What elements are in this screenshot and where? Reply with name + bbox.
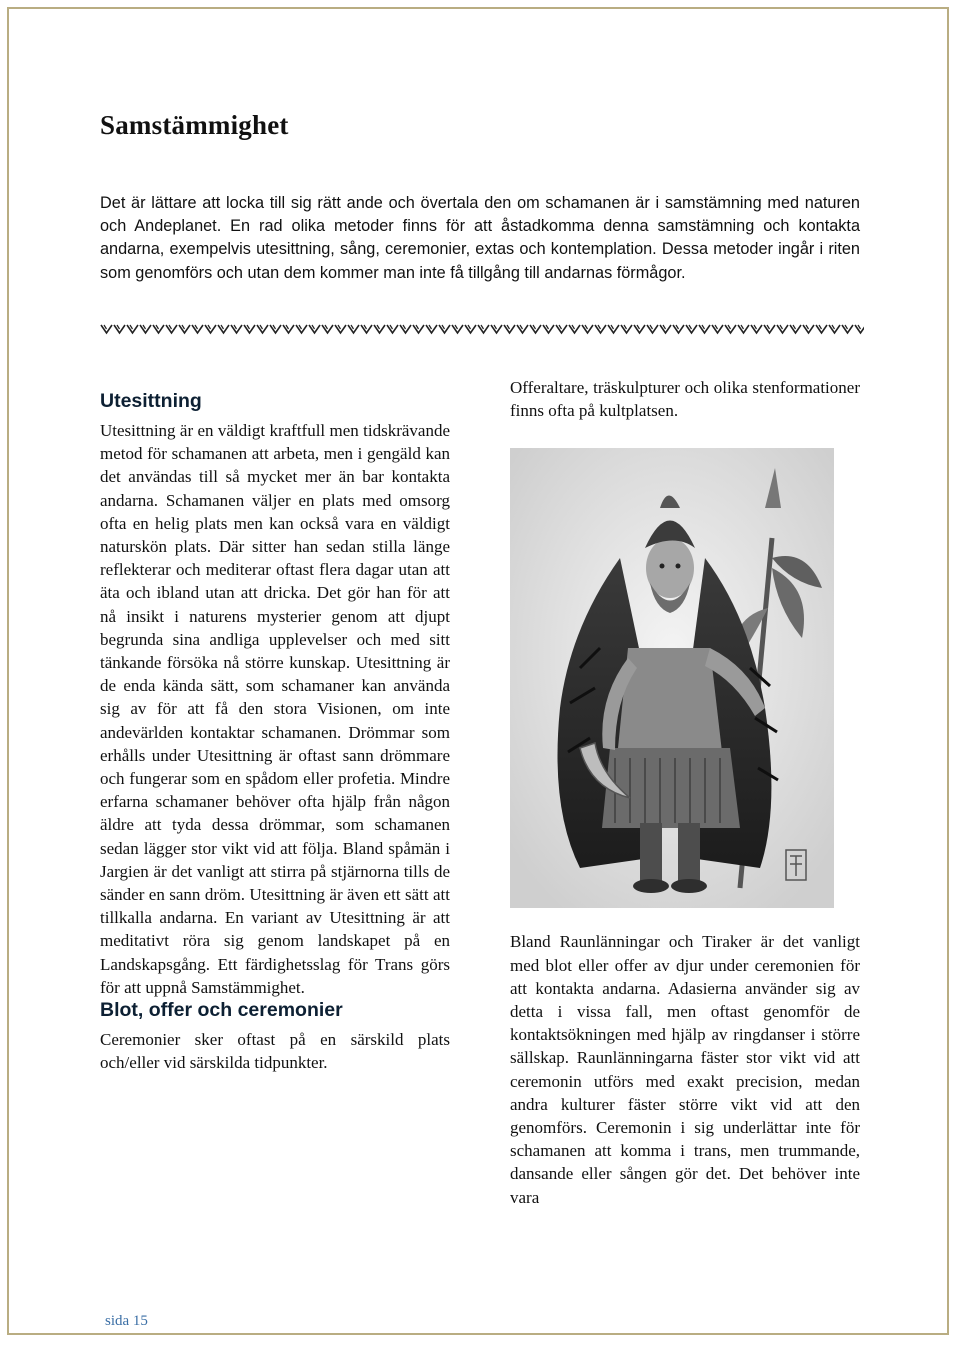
shaman-illustration <box>510 448 834 908</box>
blot-paragraph: Ceremonier sker oftast på en särskild plats och/eller vid särskilda tidpunkter. <box>100 1030 450 1073</box>
ornamental-divider <box>100 322 864 338</box>
page-number: sida 15 <box>105 1313 148 1329</box>
right-column <box>510 376 860 1209</box>
page-title: Samstämmighet <box>100 110 289 140</box>
intro-paragraph: Det är lättare att locka till sig rätt ande och övertala den om schamanen är i samstämning med naturen och Andeplanet. En rad olika metoder finns för att åstadkomma denna samstämning och kontakta andarna, exempelvis utesittning, sång, ceremonier, extas och kontemplation. Dessa metoder ingår i riten som genomförs och utan dem kommer man inte få tillgång till andarnas förmågor. <box>100 194 860 282</box>
utesittning-paragraph: Utesittning är en väldigt kraftfull men tidskrävande metod för schamanen att arbeta, men i gengäld kan det användas till så mycket mer än bar kontakta andarna. Schamanen väljer en plats med omsorg ofta en helig plats men kan också vara en väldigt naturskön plats. Där sitter han sedan stilla länge reflekterar och mediterar oftast flera dagar utan att äta och ibland utan att dricka. Det gör han för att nå insikt i naturens mysterier genom att djupt begrunda sina andliga upplevelser och med sitt tänkande försöka nå större kunskap. Utesittning är de enda kända sätt, som schamaner kan använda sig av för att få den stora Visionen, om inte andevärlden kontaktar schamanen. Drömmar som erhålls under Utesittning är oftast sann drömmare och fungerar som en spådom eller profetia. Mindre erfarna schamaner behöver ofta hjälp från någon äldre att tyda dessa drömmar, som schamanen sedan lägger stor vikt vid att följa. Bland spåmän i Jargien är det vanligt att stirra på stjärnorna tills de sänder en sann dröm. Utesittning är även ett sätt att tillkalla andarna. En variant av Utesittning är att meditativt röra sig genom landskapet på en Landskapsgång. Ett färdighetsslag för Trans görs för att uppnå Samstämmighet. <box>100 421 450 997</box>
left-column <box>100 390 450 1074</box>
offeraltare-paragraph: Offeraltare, träskulpturer och olika stenformationer finns ofta på kultplatsen. <box>510 378 860 421</box>
section-heading-utesittning: Utesittning <box>100 390 202 412</box>
section-heading-blot: Blot, offer och ceremonier <box>100 999 343 1022</box>
raunlanningar-paragraph: Bland Raunlänningar och Tiraker är det vanligt med blot eller offer av djur under ceremonien för att kontakta andarna. Adasierna använder sig av detta i vissa fall, men oftast genomför de kontaktsökningen med hjälp av ringdanser i större sällskap. Raunlänningarna fäster stor vikt vid att ceremonin utförs med exakt precision, medan andra kulturer fäster större vikt vid att den genomförs. Ceremonin i sig underlättar inte för schamanen att komma i trans, men trummande, dansande eller sången gör det. Det behöver inte vara <box>510 932 860 1207</box>
